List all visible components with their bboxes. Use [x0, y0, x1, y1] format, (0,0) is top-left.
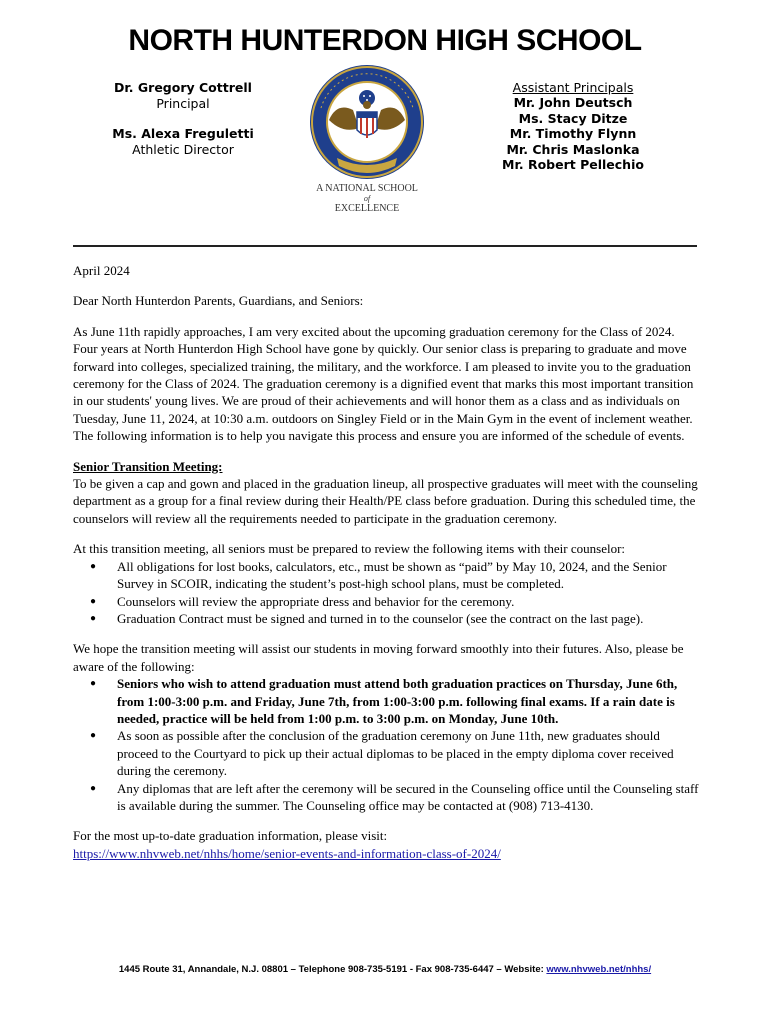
list-item: ● All obligations for lost books, calculators, etc., must be shown as “paid” by May 10, 2024, and the Senior Survey in SCOIR, indicating the student’s post-high school plans, must be completed. — [117, 558, 701, 593]
athletic-director-title: Athletic Director — [132, 142, 234, 157]
excellence-line1: A NATIONAL SCHOOL — [316, 183, 418, 194]
footer-website-link[interactable]: www.nhvweb.net/nhhs/ — [546, 964, 652, 975]
assistant-principal: Ms. Stacy Ditze — [518, 110, 628, 126]
header-divider — [73, 245, 697, 247]
section-body: To be given a cap and gown and placed in the graduation lineup, all prospective graduates will meet with the counseling department as a group for a final review during their Health/PE class before graduation. During this scheduled time, the counselors will review all the requirements needed to participate in the graduation ceremony. — [73, 476, 698, 526]
section-heading: Senior Transition Meeting: — [73, 458, 223, 474]
assistant-principal: Mr. Timothy Flynn — [509, 126, 637, 142]
list-item: ● Any diplomas that are left after the ceremony will be secured in the Counseling office until the Counseling staff is available during the summer. The Counseling office may be contacted at (908) 713-4130. — [117, 780, 701, 815]
assistant-principals-heading: Assistant Principals — [512, 80, 634, 95]
assistant-principals — [488, 80, 658, 172]
letter-date: April 2024 — [73, 263, 130, 278]
principal-title: Principal — [156, 96, 210, 111]
administrators-left — [98, 80, 268, 158]
closing-text: For the most up-to-date graduation information, please visit: — [73, 828, 388, 844]
assistant-principal: Mr. John Deutsch — [513, 95, 633, 111]
aware-list — [73, 675, 701, 814]
intro-paragraph: As June 11th rapidly approaches, I am very excited about the upcoming graduation ceremony for the Class of 2024. Four years at North Hunterdon High School have gone by quickly. Our senior class is preparing to graduate and move forward into colleges, specialized training, the military, and the workforce. I am pleased to invite you to the graduation ceremony for the Class of 2024. The graduation ceremony is a dignified event that marks this most important transition in our students' young lives. We are proud of their achievements and will honor them as a class and as individuals on Tuesday, June 11, 2024, at 10:30 a.m. outdoors on Singley Field or in the Main Gym in the event of inclement weather. The following information is to help you navigate this process and ensure you are informed of the schedule of events. — [73, 323, 694, 444]
athletic-director-name: Ms. Alexa Freguletti — [112, 126, 254, 141]
letter-body — [73, 262, 701, 862]
list-item: ● Counselors will review the appropriate dress and behavior for the ceremony. — [117, 593, 701, 610]
review-intro: At this transition meeting, all seniors must be prepared to review the following items with their counselor: — [73, 541, 626, 557]
excellence-line2: of — [363, 194, 371, 203]
list-item: ● Seniors who wish to attend graduation must attend both graduation practices on Thursday, June 6th, from 1:00-3:00 p.m. and Friday, June 7th, from 1:00-3:00 p.m. following final exams. If a rain date is needed, practice will be held from 1:00 p.m. to 3:00 p.m. on Monday, June 10th. — [117, 675, 701, 727]
review-list — [73, 558, 701, 628]
blue-ribbon-seal-icon — [307, 62, 427, 186]
graduation-info-link[interactable]: https://www.nhvweb.net/nhhs/home/senior-events-and-information-class-of-2024/ — [73, 845, 501, 861]
footer-address: 1445 Route 31, Annandale, N.J. 08801 – Telephone 908-735-5191 - Fax 908-735-6447 – Website: — [118, 964, 547, 975]
assistant-principal: Mr. Robert Pellechio — [502, 157, 644, 173]
letter-salutation: Dear North Hunterdon Parents, Guardians, and Seniors: — [73, 293, 364, 309]
national-school-of-excellence — [302, 183, 432, 215]
footer — [0, 964, 770, 975]
principal-name: Dr. Gregory Cottrell — [114, 80, 252, 95]
school-name: NORTH HUNTERDON HIGH SCHOOL — [128, 24, 642, 57]
hope-paragraph: We hope the transition meeting will assist our students in moving forward smoothly into their futures. Also, please be aware of the following: — [73, 641, 684, 674]
list-item: ● Graduation Contract must be signed and turned in to the counselor (see the contract on the last page). — [117, 610, 701, 627]
assistant-principal: Mr. Chris Maslonka — [506, 141, 640, 157]
list-item: ● As soon as possible after the conclusion of the graduation ceremony on June 11th, new graduates should proceed to the Courtyard to pick up their actual diplomas to be placed in the empty diploma cover received during the ceremony. — [117, 727, 701, 779]
excellence-line3: EXCELLENCE — [334, 203, 400, 214]
